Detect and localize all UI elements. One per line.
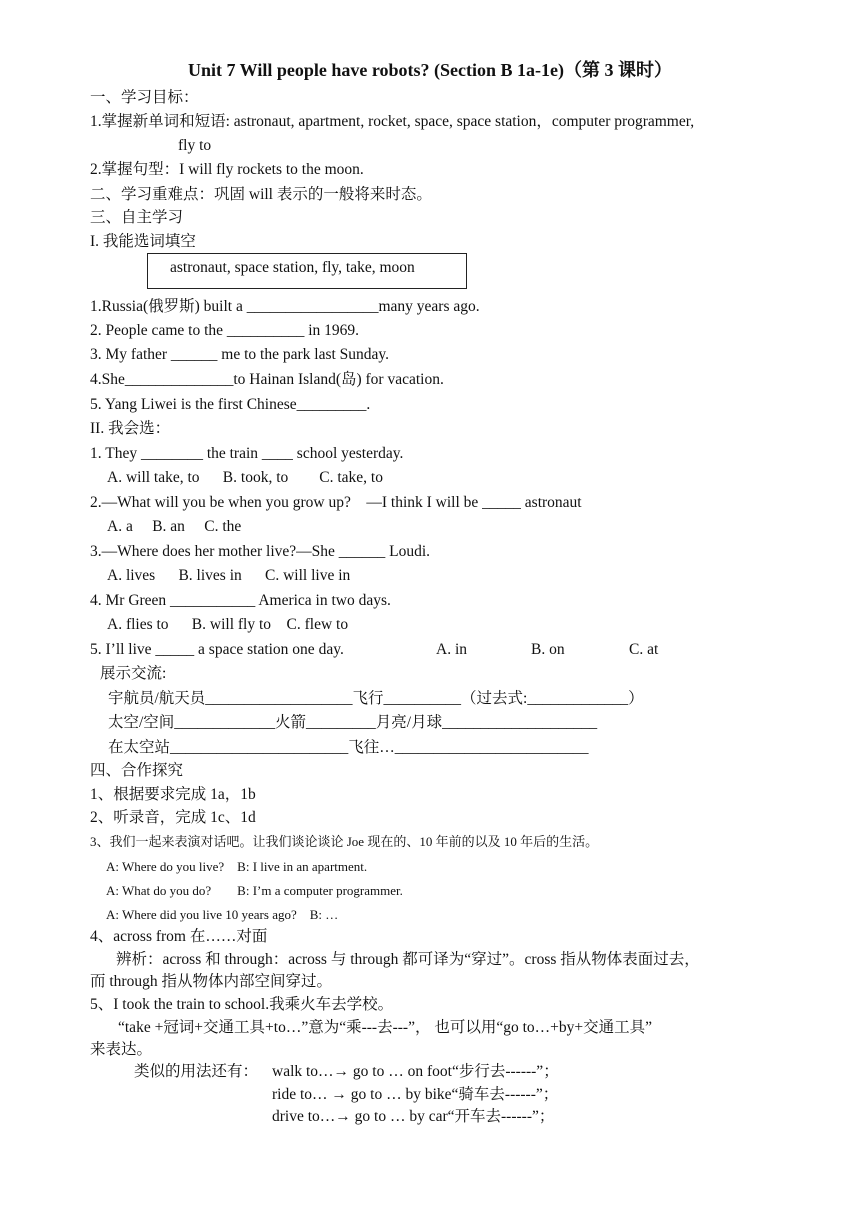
cooperation-item-2: 2、听录音，完成 1c、1d bbox=[90, 809, 256, 826]
mc-question-5: 5. I’ll live _____ a space station one day. bbox=[90, 641, 344, 658]
self-study-heading: 三、自主学习 bbox=[90, 209, 184, 226]
item4-note-2: 而 through 指从物体内部空间穿过。 bbox=[90, 973, 332, 990]
mc-question-1: 1. They ________ the train ____ school yesterday. bbox=[90, 445, 404, 462]
objective-1-continued: fly to bbox=[178, 137, 212, 154]
display-line-2: 太空/空间_____________火箭_________月亮/月球____________________ bbox=[108, 714, 598, 731]
fill-blank-5: 5. Yang Liwei is the first Chinese_________. bbox=[90, 396, 371, 413]
fill-blank-4: 4.She______________to Hainan Island(岛) for vacation. bbox=[90, 371, 444, 388]
mc-options-2: A. a B. an C. the bbox=[107, 518, 242, 535]
page-title: Unit 7 Will people have robots? (Section B 1a-1e)（第 3 课时） bbox=[187, 60, 672, 80]
part2-heading: II. 我会选： bbox=[90, 420, 171, 437]
dialog-line-3: A: Where did you live 10 years ago? B: … bbox=[106, 907, 339, 922]
mc-options-3: A. lives B. lives in C. will live in bbox=[107, 567, 351, 584]
display-heading: 展示交流: bbox=[100, 665, 167, 682]
dialog-line-1: A: Where do you live? B: I live in an apartment. bbox=[106, 859, 368, 874]
cooperation-heading: 四、合作探究 bbox=[90, 762, 184, 779]
mc-question-3: 3.—Where does her mother live?—She ______ Loudi. bbox=[90, 543, 431, 560]
cooperation-item-5: 5、I took the train to school.我乘火车去学校。 bbox=[90, 996, 394, 1013]
fill-blank-1: 1.Russia(俄罗斯) built a _________________many years ago. bbox=[90, 298, 480, 315]
cooperation-item-4: 4、across from 在……对面 bbox=[90, 928, 268, 945]
objectives-heading: 一、学习目标： bbox=[90, 89, 199, 106]
key-points: 二、学习重难点：巩固 will 表示的一般将来时态。 bbox=[90, 186, 432, 203]
similar-usage-1: walk to…→ go to … on foot“步行去------”； bbox=[272, 1063, 559, 1080]
objective-1: 1.掌握新单词和短语: astronaut, apartment, rocket, space, space station，computer programmer, bbox=[90, 113, 695, 130]
similar-usage-3: drive to…→ go to … by car“开车去------”； bbox=[272, 1108, 555, 1125]
item4-note-1: 辨析：across 和 through：across 与 through 都可译为“穿过”。cross 指从物体表面过去， bbox=[116, 951, 700, 968]
display-line-1: 宇航员/航天员___________________飞行__________（过去式:_____________） bbox=[108, 690, 644, 707]
similar-usage-2: ride to… → go to … by bike“骑车去------”； bbox=[272, 1086, 559, 1103]
fill-blank-2: 2. People came to the __________ in 1969. bbox=[90, 322, 360, 339]
mc-question-2: 2.—What will you be when you grow up? —I think I will be _____ astronaut bbox=[90, 494, 582, 511]
word-box-text: astronaut, space station, fly, take, moon bbox=[170, 259, 415, 276]
mc-options-1: A. will take, to B. took, to C. take, to bbox=[107, 469, 383, 486]
mc-options-4: A. flies to B. will fly to C. flew to bbox=[107, 616, 349, 633]
mc-option-5c: C. at bbox=[629, 641, 659, 658]
mc-option-5b: B. on bbox=[531, 641, 565, 658]
display-line-3: 在太空站_______________________飞往…_________________________ bbox=[108, 739, 589, 756]
dialog-line-2: A: What do you do? B: I’m a computer programmer. bbox=[106, 883, 403, 898]
part1-heading: I. 我能选词填空 bbox=[90, 233, 196, 250]
mc-question-4: 4. Mr Green ___________ America in two days. bbox=[90, 592, 391, 609]
cooperation-item-3: 3、我们一起来表演对话吧。让我们谈论谈论 Joe 现在的、10 年前的以及 10 年后的生活。 bbox=[90, 834, 599, 849]
similar-label: 类似的用法还有： bbox=[134, 1063, 259, 1080]
item5-note-1: “take +冠词+交通工具+to…”意为“乘---去---”， 也可以用“go to…+by+交通工具” bbox=[118, 1019, 653, 1036]
fill-blank-3: 3. My father ______ me to the park last Sunday. bbox=[90, 346, 390, 363]
mc-option-5a: A. in bbox=[436, 641, 467, 658]
objective-2: 2.掌握句型：I will fly rockets to the moon. bbox=[90, 161, 364, 178]
item5-note-2: 来表达。 bbox=[90, 1041, 153, 1058]
cooperation-item-1: 1、根据要求完成 1a，1b bbox=[90, 786, 256, 803]
